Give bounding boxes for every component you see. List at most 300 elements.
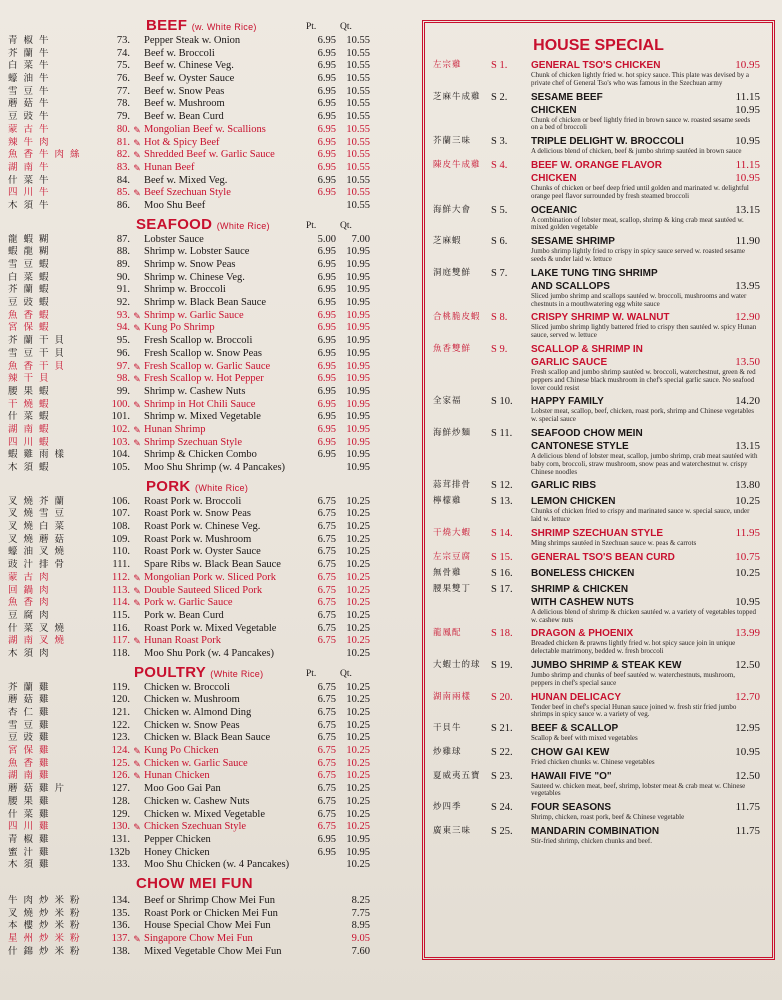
item-name: Shrimp w. Chinese Veg. bbox=[144, 271, 245, 283]
menu-row[interactable] bbox=[6, 533, 370, 547]
menu-row[interactable] bbox=[6, 719, 370, 733]
quart-price: 10.55 bbox=[346, 161, 370, 173]
item-number: 93. bbox=[116, 309, 130, 321]
menu-row[interactable] bbox=[6, 584, 370, 598]
house-special-item[interactable] bbox=[433, 801, 764, 822]
pint-price: 6.75 bbox=[317, 533, 336, 545]
item-line bbox=[433, 311, 764, 324]
seafood-section-header bbox=[6, 216, 366, 232]
menu-row[interactable] bbox=[6, 136, 370, 150]
pint-price: 6.95 bbox=[317, 187, 336, 199]
item-line bbox=[433, 567, 764, 580]
menu-row[interactable] bbox=[6, 347, 370, 361]
pint-price: 6.75 bbox=[317, 719, 336, 731]
chinese-name: 青椒牛 bbox=[8, 35, 55, 46]
item-name: OCEANIC bbox=[531, 204, 578, 216]
chinese-name: 陳皮牛成雞 bbox=[433, 159, 481, 170]
item-code: S 11. bbox=[491, 427, 513, 439]
item-number: 107. bbox=[111, 508, 130, 520]
chinese-name: 蠔油牛 bbox=[8, 73, 55, 85]
chinese-name: 炒雞球 bbox=[433, 746, 462, 757]
item-name-continued: CHICKEN bbox=[531, 172, 577, 184]
chinese-name: 蒜茸排骨 bbox=[433, 480, 472, 491]
item-price-2: 10.95 bbox=[735, 103, 760, 116]
chinese-name: 魚香干貝 bbox=[8, 360, 71, 372]
item-description: Scallop & beef with mixed vegetables bbox=[531, 734, 638, 743]
item-number: 96. bbox=[116, 347, 130, 359]
item-description: Ming shrimps sautéed in Szechuan sauce w. peas & carrots bbox=[531, 538, 697, 547]
chinese-name: 蘑菇牛 bbox=[8, 98, 55, 110]
item-code: S 13. bbox=[491, 496, 513, 508]
item-number: 109. bbox=[111, 533, 130, 545]
menu-row[interactable] bbox=[6, 821, 370, 834]
chinese-name: 蝦雞雨樣 bbox=[8, 449, 71, 461]
menu-row[interactable] bbox=[6, 284, 370, 297]
item-name: Kung Po Chicken bbox=[144, 745, 219, 757]
item-number: 124. bbox=[111, 745, 130, 757]
item-code: S 21. bbox=[491, 723, 513, 735]
item-line bbox=[433, 479, 764, 492]
hot-spicy-icon: ✎ bbox=[133, 124, 141, 135]
quart-price: 10.25 bbox=[346, 571, 370, 583]
chinese-name: 湖南牛 bbox=[8, 161, 55, 173]
menu-row[interactable] bbox=[6, 920, 370, 933]
chinese-name: 魚香肉 bbox=[8, 597, 55, 609]
item-number: 94. bbox=[116, 322, 130, 334]
chinese-name: 蘑菇雞 bbox=[8, 694, 55, 706]
chinese-name: 叉燒白菜 bbox=[8, 521, 71, 533]
house-special-item[interactable] bbox=[433, 583, 764, 625]
item-name: Kung Po Shrimp bbox=[144, 322, 215, 334]
pint-price: 6.75 bbox=[317, 694, 336, 706]
hot-spicy-icon: ✎ bbox=[133, 758, 141, 769]
menu-row[interactable] bbox=[6, 757, 370, 771]
item-description: Fresh scallop and jumbo shrimp sautéed w. broccoli, waterchestnut, green & red peppers and Chinese black mushroom in chef's special garlic sauce. No seafood lover could resist bbox=[531, 367, 756, 392]
item-description: Stir-fried shrimp, chicken chunks and beef. bbox=[531, 837, 652, 846]
house-special-item[interactable] bbox=[433, 770, 764, 799]
menu-row[interactable] bbox=[6, 309, 370, 323]
item-name: Hunan Chicken bbox=[144, 770, 210, 782]
menu-row[interactable] bbox=[6, 246, 370, 259]
house-special-item[interactable] bbox=[433, 204, 764, 233]
quart-price: 10.25 bbox=[346, 584, 370, 596]
menu-row[interactable] bbox=[6, 398, 370, 412]
quart-price: 10.95 bbox=[346, 322, 370, 334]
item-name: Hunan Roast Pork bbox=[144, 635, 221, 647]
item-name: Pepper Steak w. Onion bbox=[144, 35, 241, 46]
item-name: Shrimp Szechuan Style bbox=[144, 436, 242, 448]
item-name: Roast Pork w. Mushroom bbox=[144, 533, 252, 545]
quart-price: 10.25 bbox=[346, 707, 370, 718]
quart-price: 10.25 bbox=[346, 732, 370, 744]
item-name: Chicken w. Mushroom bbox=[144, 694, 240, 706]
item-number: 115. bbox=[112, 609, 130, 621]
item-name: Beef w. Bean Curd bbox=[144, 111, 224, 123]
menu-row[interactable] bbox=[6, 123, 370, 137]
item-code: S 9. bbox=[491, 343, 508, 355]
item-name: Mongolian Beef w. Scallions bbox=[144, 123, 266, 135]
quart-price: 10.25 bbox=[346, 757, 370, 769]
item-number: 135. bbox=[111, 907, 130, 919]
item-name: Honey Chicken bbox=[144, 846, 210, 858]
chinese-name: 牛肉炒米粉 bbox=[8, 894, 86, 906]
beef-title: BEEF (w. White Rice) bbox=[146, 17, 257, 34]
item-name: Lobster Sauce bbox=[144, 233, 204, 245]
house-special-item[interactable] bbox=[433, 235, 764, 264]
quart-price: 7.00 bbox=[351, 233, 370, 245]
quart-price: 10.25 bbox=[346, 495, 370, 507]
item-number: 92. bbox=[116, 297, 130, 309]
chinese-name: 湖南叉燒 bbox=[8, 635, 71, 647]
house-special-item[interactable] bbox=[433, 659, 764, 688]
house-special-list bbox=[433, 59, 764, 846]
item-name: Double Sauteed Sliced Pork bbox=[144, 584, 263, 596]
item-price: 10.95 bbox=[735, 59, 760, 71]
item-description: Sauteed w. chicken meat, beef, shrimp, lobster meat & crab meat w. Chinese vegetables bbox=[531, 781, 746, 798]
chinese-name: 四川牛 bbox=[8, 187, 55, 199]
chinese-name: 豆腐肉 bbox=[8, 609, 55, 621]
quart-price: 10.25 bbox=[346, 508, 370, 520]
house-special-item[interactable] bbox=[433, 395, 764, 424]
quart-price: 10.25 bbox=[346, 821, 370, 833]
item-line bbox=[433, 91, 764, 104]
quart-price: 10.95 bbox=[346, 398, 370, 410]
chinese-name: 宮保蝦 bbox=[8, 322, 55, 334]
menu-row[interactable] bbox=[6, 259, 370, 272]
house-special-item[interactable] bbox=[433, 627, 764, 656]
menu-row[interactable] bbox=[6, 271, 370, 285]
menu-row[interactable] bbox=[6, 35, 370, 48]
hot-spicy-icon: ✎ bbox=[133, 746, 141, 757]
house-special-item[interactable] bbox=[433, 567, 764, 580]
pint-price: 6.95 bbox=[317, 322, 336, 334]
item-name: Beef or Shrimp Chow Mei Fun bbox=[144, 894, 275, 906]
house-special-item[interactable] bbox=[433, 691, 764, 720]
pt-header: Pt. bbox=[306, 22, 317, 32]
menu-row[interactable] bbox=[6, 559, 370, 572]
house-special-item[interactable] bbox=[433, 527, 764, 548]
menu-row[interactable] bbox=[6, 60, 370, 73]
quart-price: 10.95 bbox=[346, 360, 370, 372]
item-price-2: 13.95 bbox=[735, 279, 760, 292]
menu-row[interactable] bbox=[6, 233, 370, 247]
quart-price: 10.95 bbox=[346, 246, 370, 258]
house-special-item[interactable] bbox=[433, 551, 764, 564]
house-special-item[interactable] bbox=[433, 59, 764, 88]
house-special-item[interactable] bbox=[433, 311, 764, 340]
menu-row[interactable] bbox=[6, 846, 370, 860]
item-name: Hunan Shrimp bbox=[144, 423, 206, 435]
quart-price: 10.55 bbox=[346, 73, 370, 85]
chinese-name: 腰果雙丁 bbox=[433, 583, 472, 594]
pork-list bbox=[6, 495, 370, 661]
quart-price: 10.95 bbox=[346, 259, 370, 270]
chinese-name: 豉汁排骨 bbox=[8, 559, 71, 571]
pint-price: 6.75 bbox=[317, 508, 336, 520]
item-price: 11.15 bbox=[735, 90, 760, 103]
pint-price: 6.95 bbox=[317, 297, 336, 309]
item-name: Moo Goo Gai Pan bbox=[144, 783, 221, 795]
quart-price: 10.25 bbox=[346, 719, 370, 731]
item-code: S 5. bbox=[491, 204, 508, 216]
menu-row[interactable] bbox=[6, 111, 370, 124]
quart-price: 10.25 bbox=[346, 681, 370, 693]
menu-row[interactable] bbox=[6, 360, 370, 374]
quart-price: 10.25 bbox=[346, 783, 370, 795]
menu-row[interactable] bbox=[6, 745, 370, 758]
item-number: 102. bbox=[111, 423, 130, 435]
pint-price: 6.95 bbox=[317, 246, 336, 258]
quart-price: 10.95 bbox=[346, 846, 370, 858]
pint-price: 6.95 bbox=[317, 373, 336, 385]
chinese-name: 雪豆干貝 bbox=[8, 347, 71, 359]
chinese-name: 木須蝦 bbox=[8, 462, 55, 473]
menu-row[interactable] bbox=[6, 894, 370, 908]
menu-row[interactable] bbox=[6, 622, 370, 636]
item-name: Beef w. Broccoli bbox=[144, 47, 215, 59]
menu-row[interactable] bbox=[6, 322, 370, 335]
item-name: Fresh Scallop w. Garlic Sauce bbox=[144, 360, 271, 372]
hot-spicy-icon: ✎ bbox=[133, 323, 141, 334]
chinese-name: 什菜叉燒 bbox=[8, 622, 71, 634]
item-line-2 bbox=[433, 104, 764, 117]
item-number: 90. bbox=[116, 271, 130, 283]
chinese-name: 芥蘭三味 bbox=[433, 136, 472, 147]
menu-row[interactable] bbox=[6, 859, 370, 872]
menu-row[interactable] bbox=[6, 508, 370, 521]
menu-row[interactable] bbox=[6, 187, 370, 200]
beef-section-header bbox=[6, 17, 366, 33]
menu-row[interactable] bbox=[6, 199, 370, 213]
item-description: Breaded chicken & prawns lightly fried w. hot spicy sauce join in unique delectable matrimony, bedded w. fresh broccoli bbox=[531, 639, 736, 656]
item-number: 86. bbox=[116, 199, 130, 211]
house-special-title: HOUSE SPECIAL bbox=[533, 37, 664, 54]
hot-spicy-icon: ✎ bbox=[133, 598, 141, 609]
menu-row[interactable] bbox=[6, 521, 370, 534]
chinese-name: 湖南兩樣 bbox=[433, 691, 472, 702]
chinese-name: 叉燒蘑菇 bbox=[8, 533, 71, 545]
menu-row[interactable] bbox=[6, 945, 370, 959]
item-number: 125. bbox=[111, 757, 130, 769]
house-special-item[interactable] bbox=[433, 343, 764, 392]
menu-row[interactable] bbox=[6, 546, 370, 559]
chinese-name: 炒四季 bbox=[433, 802, 462, 813]
item-price: 12.95 bbox=[735, 722, 760, 735]
item-line bbox=[433, 746, 764, 759]
chinese-name: 芥蘭干貝 bbox=[8, 335, 71, 347]
item-name: Moo Shu Shrimp (w. 4 Pancakes) bbox=[144, 462, 286, 473]
menu-row[interactable] bbox=[6, 98, 370, 111]
item-number: 114. bbox=[112, 597, 130, 609]
item-name: Roast Pork w. Snow Peas bbox=[144, 508, 251, 520]
house-special-item[interactable] bbox=[433, 722, 764, 743]
item-name: Pork w. Garlic Sauce bbox=[144, 597, 233, 609]
item-name: Roast Pork w. Oyster Sauce bbox=[144, 546, 261, 558]
item-line-2 bbox=[433, 280, 764, 293]
menu-row[interactable] bbox=[6, 609, 370, 623]
item-number: 110. bbox=[112, 546, 130, 558]
item-number: 80. bbox=[116, 123, 130, 135]
menu-row[interactable] bbox=[6, 423, 370, 437]
item-name: Mongolian Pork w. Sliced Pork bbox=[144, 571, 277, 583]
menu-row[interactable] bbox=[6, 795, 370, 809]
quart-price: 10.95 bbox=[346, 462, 370, 473]
item-line bbox=[433, 583, 764, 596]
house-special-item[interactable] bbox=[433, 746, 764, 767]
menu-row[interactable] bbox=[6, 85, 370, 99]
pint-price: 6.75 bbox=[317, 521, 336, 533]
pint-price: 6.75 bbox=[317, 770, 336, 782]
item-price: 10.95 bbox=[735, 135, 760, 148]
menu-row[interactable] bbox=[6, 149, 370, 162]
item-line bbox=[433, 59, 764, 72]
item-name: Moo Shu Pork (w. 4 Pancakes) bbox=[144, 647, 274, 659]
pint-price: 6.95 bbox=[317, 259, 336, 270]
chinese-name: 蒙古牛 bbox=[8, 123, 55, 135]
chinese-name: 魚香雙鮮 bbox=[433, 343, 472, 354]
pint-price: 6.95 bbox=[317, 833, 336, 845]
menu-row[interactable] bbox=[6, 373, 370, 386]
item-price: 7.75 bbox=[351, 907, 370, 919]
item-number: 116. bbox=[112, 622, 130, 634]
item-number: 88. bbox=[116, 246, 130, 258]
menu-row[interactable] bbox=[6, 449, 370, 462]
menu-row[interactable] bbox=[6, 647, 370, 661]
item-description: Fried chicken chunks w. Chinese vegetables bbox=[531, 757, 655, 766]
item-name: Roast Pork w. Chinese Veg. bbox=[144, 521, 261, 533]
chinese-name: 魚香蝦 bbox=[8, 309, 55, 321]
quart-price: 10.25 bbox=[346, 622, 370, 634]
item-name: GARLIC RIBS bbox=[531, 480, 596, 492]
menu-row[interactable] bbox=[6, 597, 370, 610]
house-special-item[interactable] bbox=[433, 479, 764, 492]
item-price-2: 13.50 bbox=[735, 355, 760, 368]
house-special-item[interactable] bbox=[433, 427, 764, 476]
item-price: 11.95 bbox=[735, 526, 760, 539]
menu-row[interactable] bbox=[6, 495, 370, 509]
item-name: Chicken w. Snow Peas bbox=[144, 719, 240, 731]
item-number: 73. bbox=[116, 35, 130, 46]
menu-row[interactable] bbox=[6, 681, 370, 695]
item-code: S 15. bbox=[491, 551, 513, 563]
menu-row[interactable] bbox=[6, 694, 370, 707]
qt-header: Qt. bbox=[340, 22, 352, 32]
quart-price: 10.55 bbox=[346, 136, 370, 148]
menu-row[interactable] bbox=[6, 707, 370, 720]
item-line bbox=[433, 159, 764, 172]
house-special-item[interactable] bbox=[433, 825, 764, 846]
item-price: 11.75 bbox=[735, 825, 760, 838]
chinese-name: 什菜蝦 bbox=[8, 411, 55, 423]
item-line-2 bbox=[433, 596, 764, 609]
pint-price: 6.95 bbox=[317, 98, 336, 110]
quart-price: 10.95 bbox=[346, 833, 370, 845]
menu-row[interactable] bbox=[6, 47, 370, 61]
quart-price: 10.25 bbox=[346, 533, 370, 545]
menu-row[interactable] bbox=[6, 833, 370, 847]
menu-row[interactable] bbox=[6, 436, 370, 450]
item-line-2 bbox=[433, 172, 764, 185]
pint-price: 6.95 bbox=[317, 111, 336, 123]
menu-row[interactable] bbox=[6, 174, 370, 188]
menu-row[interactable] bbox=[6, 411, 370, 424]
pint-price: 6.95 bbox=[317, 136, 336, 148]
item-line bbox=[433, 343, 764, 356]
item-name: Beef w. Oyster Sauce bbox=[144, 73, 235, 85]
menu-row[interactable] bbox=[6, 732, 370, 745]
menu-row[interactable] bbox=[6, 335, 370, 348]
item-name: Fresh Scallop w. Broccoli bbox=[144, 335, 253, 347]
pint-price: 6.75 bbox=[317, 597, 336, 609]
item-description: Chunk of chicken or beef lightly fried in brown sauce w. roasted sesame seeds on a bed of broccoli bbox=[531, 115, 751, 132]
item-number: 123. bbox=[111, 732, 130, 744]
quart-price: 10.25 bbox=[346, 559, 370, 571]
quart-price: 10.95 bbox=[346, 373, 370, 385]
menu-row[interactable] bbox=[6, 571, 370, 585]
menu-row[interactable] bbox=[6, 770, 370, 783]
item-price: 8.95 bbox=[351, 920, 370, 932]
item-name: Pepper Chicken bbox=[144, 833, 211, 845]
chinese-name: 龍鳳配 bbox=[433, 628, 462, 639]
menu-row[interactable] bbox=[6, 933, 370, 946]
house-special-item[interactable] bbox=[433, 267, 764, 309]
chinese-name: 叉燒炒米粉 bbox=[8, 907, 86, 919]
item-description: Chunks of chicken fried to crispy and marinated sauce w. special sauce, under laid w. lettuce bbox=[531, 507, 750, 524]
house-special-item[interactable] bbox=[433, 91, 764, 133]
menu-row[interactable] bbox=[6, 161, 370, 175]
house-special-item[interactable] bbox=[433, 159, 764, 201]
item-number: 82. bbox=[116, 149, 130, 161]
item-name: Hot & Spicy Beef bbox=[144, 136, 220, 148]
menu-row[interactable] bbox=[6, 808, 370, 822]
house-special-item[interactable] bbox=[433, 135, 764, 156]
hot-spicy-icon: ✎ bbox=[133, 310, 141, 321]
chinese-name: 湖南雞 bbox=[8, 770, 55, 782]
item-description: Chunk of chicken lightly fried w. hot spicy sauce. This plate was devised by a private chef of General Tso's who was famous in the Szechuan army bbox=[531, 71, 749, 87]
menu-row[interactable] bbox=[6, 907, 370, 921]
pint-price: 6.75 bbox=[317, 821, 336, 833]
menu-row[interactable] bbox=[6, 635, 370, 648]
chinese-name: 蒙古肉 bbox=[8, 571, 55, 583]
menu-row[interactable] bbox=[6, 297, 370, 310]
chinese-name: 海鮮大會 bbox=[433, 204, 472, 215]
item-line bbox=[433, 527, 764, 540]
quart-price: 10.25 bbox=[346, 546, 370, 558]
item-number: 99. bbox=[116, 385, 130, 397]
pint-price: 6.95 bbox=[317, 35, 336, 46]
chinese-name: 湖南蝦 bbox=[8, 423, 55, 435]
item-name: HAPPY FAMILY bbox=[531, 396, 604, 408]
menu-row[interactable] bbox=[6, 783, 370, 796]
item-name: Shrimp w. Mixed Vegetable bbox=[144, 411, 261, 423]
pint-price: 5.00 bbox=[317, 233, 336, 245]
chinese-name: 叉燒雪豆 bbox=[8, 508, 71, 520]
hot-spicy-icon: ✎ bbox=[133, 934, 141, 944]
item-name: SHRIMP & CHICKEN bbox=[531, 583, 629, 595]
menu-row[interactable] bbox=[6, 385, 370, 399]
menu-row[interactable] bbox=[6, 73, 370, 86]
item-name: Moo Shu Chicken (w. 4 Pancakes) bbox=[144, 859, 290, 871]
house-special-item[interactable] bbox=[433, 495, 764, 524]
item-line bbox=[433, 722, 764, 735]
item-price: 10.25 bbox=[735, 495, 760, 508]
chow-mei-fun-section-header bbox=[6, 875, 366, 893]
chinese-name: 蠔油叉燒 bbox=[8, 546, 71, 558]
item-name-continued: CHICKEN bbox=[531, 104, 577, 116]
menu-row[interactable] bbox=[6, 462, 370, 475]
item-number: 128. bbox=[111, 795, 130, 807]
pint-price: 6.95 bbox=[317, 174, 336, 186]
